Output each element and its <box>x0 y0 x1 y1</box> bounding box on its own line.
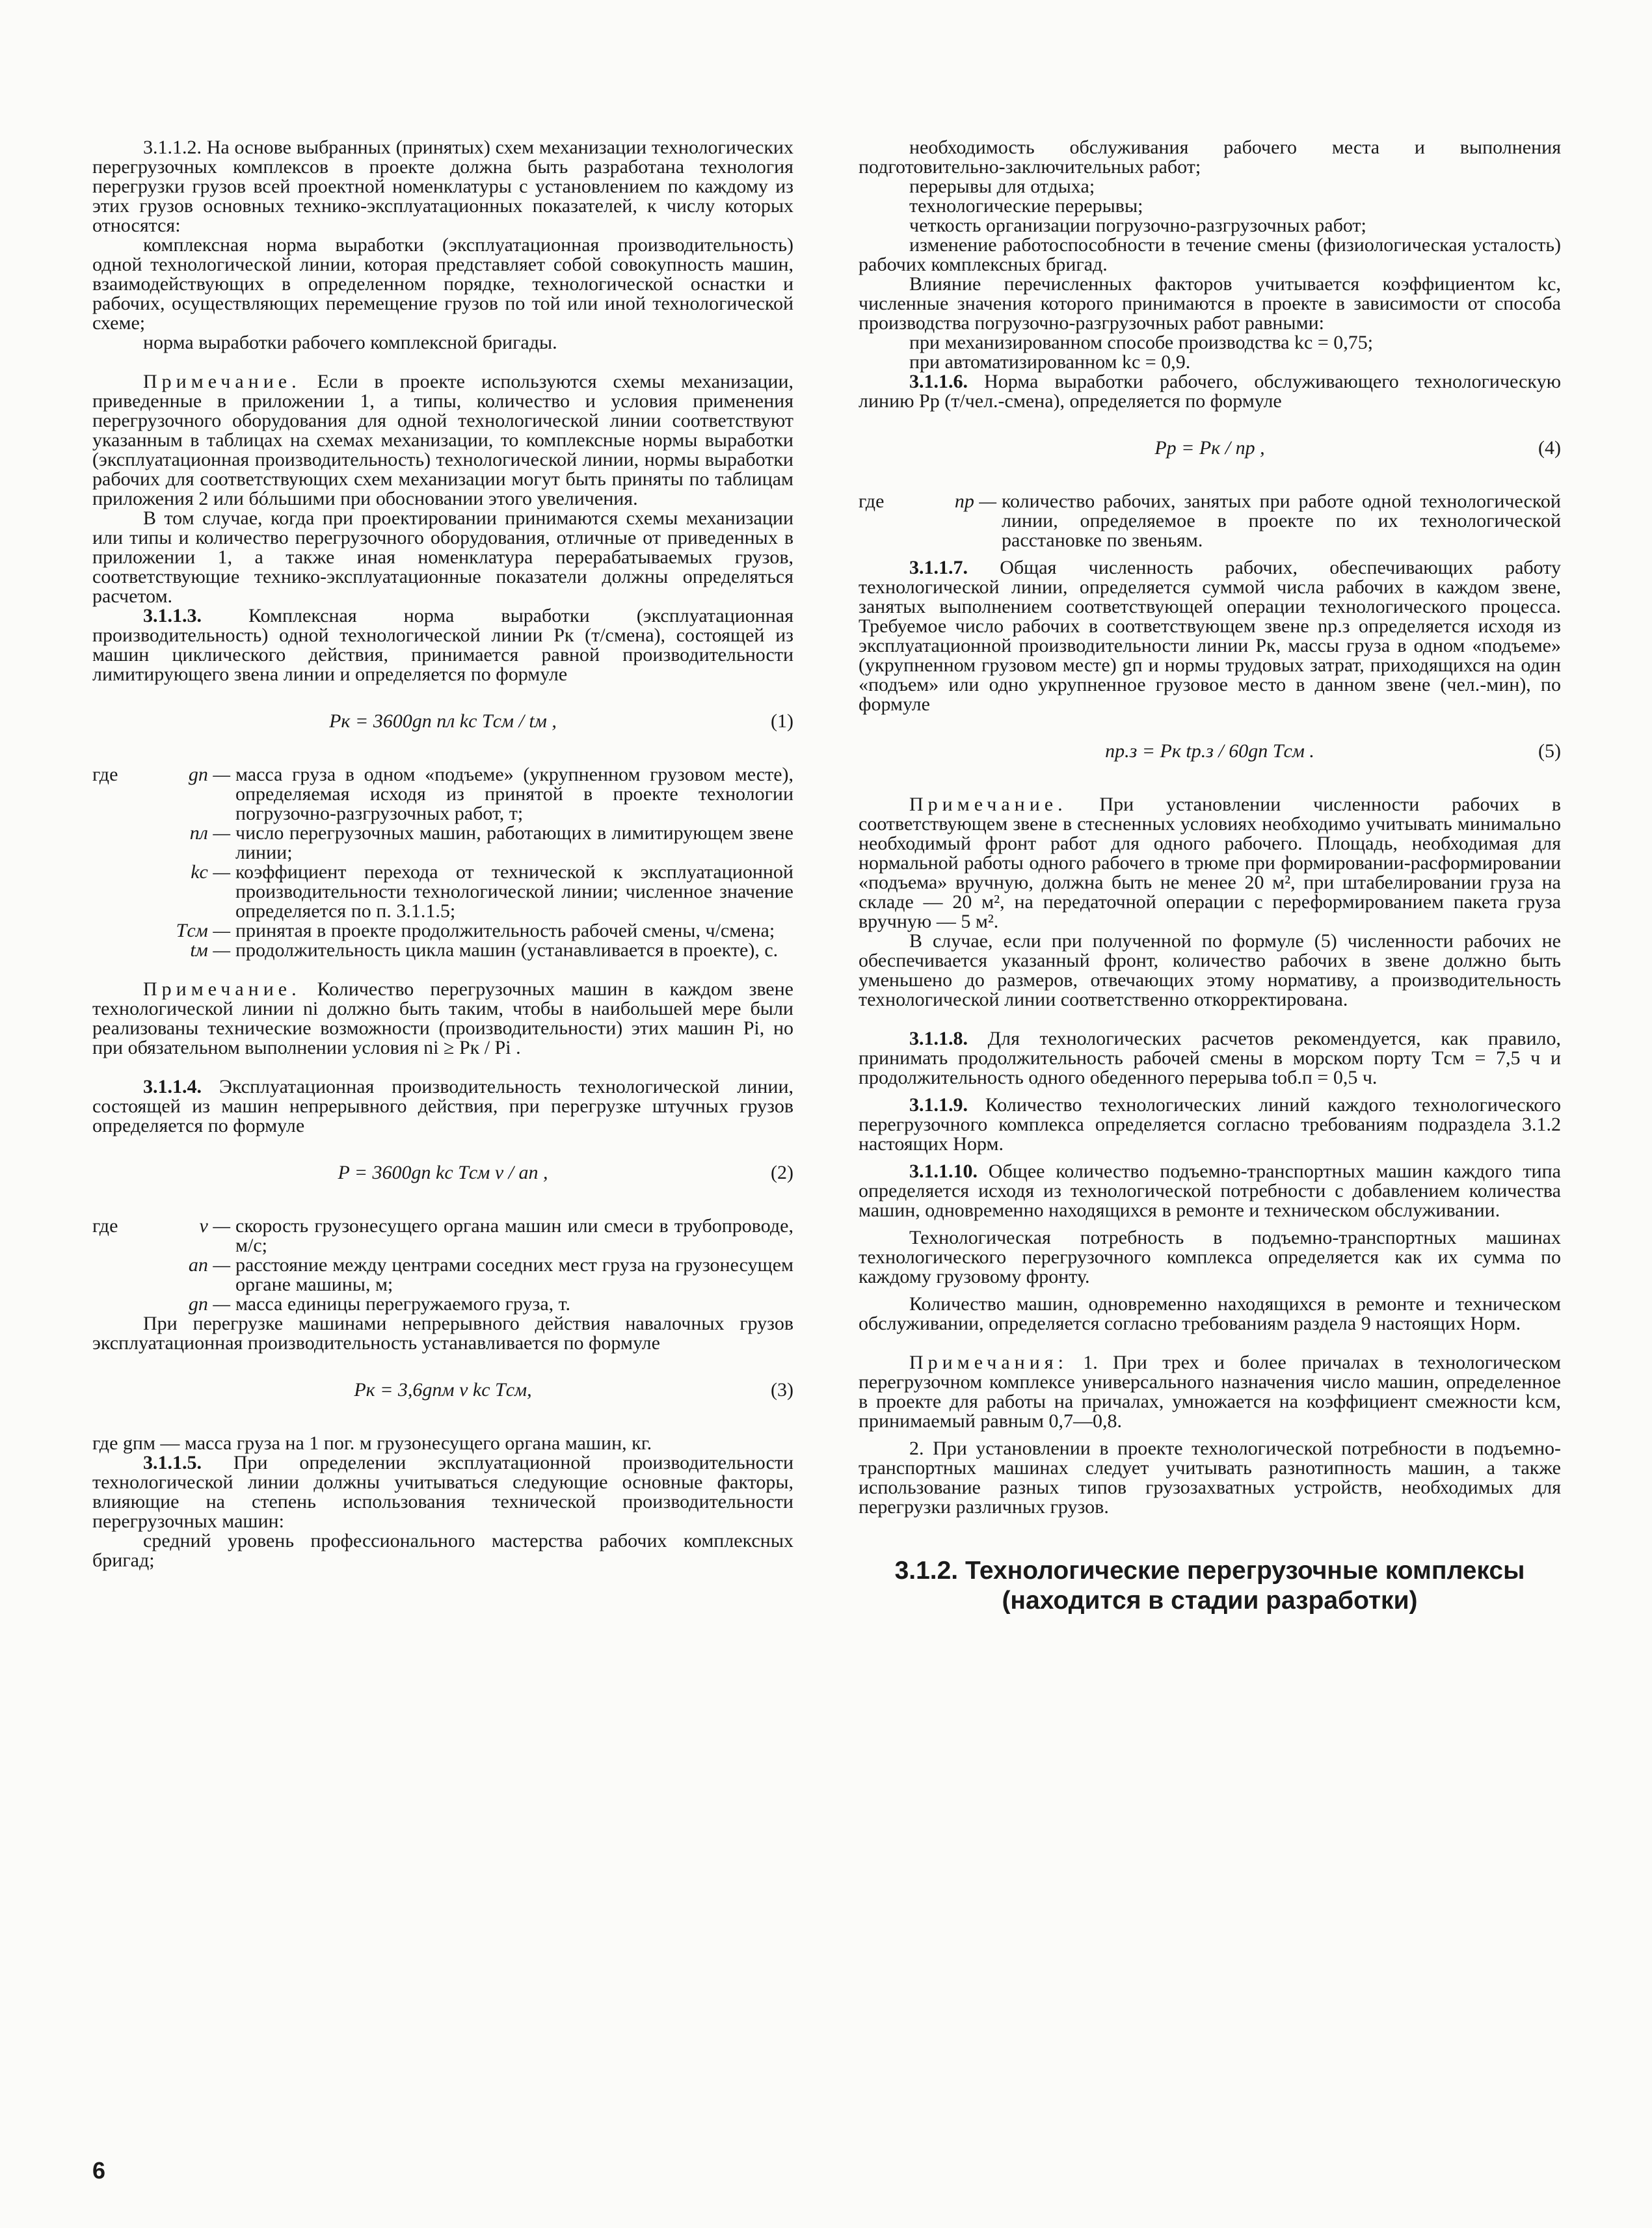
formula-expression: Pк = 3600gп nл kс Tсм / tм , <box>329 710 557 732</box>
def-text: скорость грузонесущего органа машин или смеси в трубопроводе, м/с; <box>235 1215 793 1256</box>
note-2 <box>92 980 793 1058</box>
def-symbol: gп — <box>188 1293 230 1315</box>
clause-number: 3.1.1.7. <box>909 557 968 578</box>
note-3 <box>859 795 1561 932</box>
note-4-item-2: 2. При установлении в проекте технологической потребности в подъемно-транспортных машинах следует учитывать разнотипность машин, а также использование разных типов грузозахватных устройств, необходимых для перегрузки различных грузов. <box>859 1438 1561 1518</box>
def-where: где <box>859 490 885 512</box>
def-where: где <box>92 764 118 785</box>
note-label: Примечание. <box>143 978 301 1000</box>
def-where <box>92 1295 157 1314</box>
formula-5 <box>859 742 1561 768</box>
def-text: масса груза в одном «подъеме» (укрупненном грузовом месте), определяемая исходя из принятой в проекте технологии погрузочно-разгрузочных работ, т; <box>235 764 793 824</box>
note-label: Примечания: <box>909 1352 1068 1373</box>
paragraph-bulk-cargo: При перегрузке машинами непрерывного действия навалочных грузов эксплуатационная производительность устанавливается по формуле <box>92 1313 793 1354</box>
def-symbol: aп — <box>188 1254 230 1276</box>
def-symbol: kс — <box>191 861 230 883</box>
factor-tech-breaks: технологические перерывы; <box>909 195 1143 217</box>
clause-number: 3.1.1.5. <box>143 1452 202 1473</box>
section-heading-3-1-2: 3.1.2. Технологические перегрузочные комплексы (находится в стадии разработки) <box>894 1557 1525 1615</box>
paragraph-3-1-1-3 <box>92 606 793 684</box>
paragraph-3-1-1-2: 3.1.1.2. На основе выбранных (принятых) схем механизации технологических перегрузочных комплексов в проекте должна быть разработана технология перегрузки грузов всей проектной номенклатуры с установлением по каждому из этих грузов основных технико-эксплуатационных показателей, к числу которых относятся: <box>92 137 793 236</box>
clause-text: При определении эксплуатационной производительности технологической линии должны учитываться следующие основные факторы, влияющие на степень использования технической производительности перегрузочных машин: <box>92 1452 793 1532</box>
def-where: где <box>92 1215 118 1237</box>
formula-number: (3) <box>771 1379 793 1401</box>
paragraph-skill-level: средний уровень профессионального мастерства рабочих комплексных бригад; <box>92 1530 793 1571</box>
paragraph-3-1-1-8 <box>859 1029 1561 1088</box>
note-text: 1. При трех и более причалах в технологическом перегрузочном комплексе универсального назначения число машин, определенное в проекте для работы на причалах, умножается на коэффициент смежности kсм, принимаемый равным 0,7—0,8. <box>859 1352 1561 1432</box>
formula-number: (2) <box>771 1162 793 1183</box>
note-text: Количество перегрузочных машин в каждом звене технологической линии ni должно быть таким, чтобы в наибольшей мере были реализованы технические возможности (производительности) этих машин Pi, но при обязательном выполнении условия ni ≥ Pк / Pi . <box>92 978 793 1058</box>
left-column <box>92 138 793 1570</box>
paragraph-work-front: В случае, если при полученной по формуле (5) численности рабочих не обеспечивается указанный фронт, количество рабочих в звене должно быть уменьшено до размеров, отвечающих этому нормативу, а производительность технологической линии соответственно откорректирована. <box>859 930 1561 1010</box>
definitions-formula-1 <box>92 765 793 960</box>
formula-2 <box>92 1163 793 1189</box>
def-where <box>92 941 157 960</box>
coefficient-automated: при автоматизированном kс = 0,9. <box>909 351 1191 373</box>
clause-number: 3.1.1.4. <box>143 1076 202 1097</box>
paragraph-3-1-1-4 <box>92 1077 793 1136</box>
paragraph-3-1-1-5 <box>92 1453 793 1531</box>
formula-number: (5) <box>1538 740 1561 762</box>
def-symbol: nл — <box>189 822 230 844</box>
factor-fatigue: изменение работоспособности в течение смены (физиологическая усталость) рабочих комплексных бригад. <box>859 234 1561 275</box>
def-symbol: v — <box>199 1215 230 1237</box>
right-column <box>859 138 1561 1616</box>
clause-text: Количество технологических линий каждого технологического перегрузочного комплекса определяется согласно требованиям подраздела 3.1.2 настоящих Норм. <box>859 1094 1561 1155</box>
clause-text: Норма выработки рабочего, обслуживающего технологическую линию Pр (т/чел.-смена), определяется по формуле <box>859 371 1561 412</box>
formula-expression: nр.з = Pк tр.з / 60gп Tсм . <box>1105 740 1314 762</box>
def-where <box>92 824 157 863</box>
def-symbol: gп — <box>188 764 230 785</box>
paragraph-repair: Количество машин, одновременно находящихся в ремонте и техническом обслуживании, определяется согласно требованиям раздела 9 настоящих Норм. <box>859 1293 1561 1334</box>
paragraph-tech-need: Технологическая потребность в подъемно-транспортных машинах технологического перегрузочного комплекса определяется как их сумма по каждому грузовому фронту. <box>859 1227 1561 1287</box>
def-text: масса единицы перегружаемого груза, т. <box>235 1293 570 1315</box>
paragraph-3-1-1-9 <box>859 1095 1561 1154</box>
def-symbol: tм — <box>190 939 230 961</box>
clause-text: Для технологических расчетов рекомендуется, как правило, принимать продолжительность рабочей смены в морском порту Tсм = 7,5 ч и продолжительность одного обеденного перерыва tоб.п = 0,5 ч. <box>859 1028 1561 1088</box>
note-label: Примечание. <box>143 371 301 392</box>
note-text: При установлении численности рабочих в соответствующем звене в стесненных условиях необходимо учитывать минимально необходимый фронт работ для одного рабочего. Площадь, необходимая для нормальной работы одного рабочего в трюме при формировании-расформировании «подъема» вручную, должна быть не менее 20 м², при штабелировании груза на складе — 20 м², на передаточной операции с переформированием пакета груза вручную — 5 м². <box>859 794 1561 932</box>
note-label: Примечание. <box>909 794 1067 815</box>
note-text: Если в проекте используются схемы механизации, приведенные в приложении 1, а типы, количество и условия применения перегрузочного оборудования для одной технологической линии соответствуют указанным в таблицах на схемах механизации, то комплексные нормы выработки (эксплуатационная производительность) технологической линии, нормы выработки рабочих для соответствующих схем механизации могут быть приняты по таблицам приложения 2 или бóльшими при обосновании этого увеличения. <box>92 371 793 509</box>
paragraph-complex-norm: комплексная норма выработки (эксплуатационная производительность) одной технологической линии, которая представляет собой совокупность машин, взаимодействующих в определенном порядке, технологической оснастки и рабочих, осуществляющих перемещение грузов по той или иной технологической схеме; <box>92 234 793 334</box>
clause-number: 3.1.1.3. <box>143 605 202 626</box>
definition-formula-3: где gпм — масса груза на 1 пог. м грузонесущего органа машин, кг. <box>92 1432 652 1454</box>
formula-number: (4) <box>1538 437 1561 459</box>
note-4 <box>859 1353 1561 1431</box>
paragraph-coefficient: Влияние перечисленных факторов учитывается коэффициентом kс, численные значения которого принимаются в проекте в зависимости от способа производства погрузочно-разгрузочных работ равными: <box>859 273 1561 334</box>
def-text: коэффициент перехода от технической к эксплуатационной производительности технологической линии; численное значение определяется по п. 3.1.1.5; <box>235 861 793 922</box>
formula-number: (1) <box>771 710 793 732</box>
def-text: принятая в проекте продолжительность рабочей смены, ч/смена; <box>235 920 775 941</box>
note-1 <box>92 372 793 509</box>
clause-number: 3.1.1.9. <box>909 1094 968 1116</box>
clause-number: 3.1.1.10. <box>909 1161 978 1182</box>
factor-rest-breaks: перерывы для отдыха; <box>909 176 1095 197</box>
definitions-formula-4 <box>859 492 1561 550</box>
formula-expression: Pк = 3,6gпм v kс Tсм, <box>354 1379 532 1401</box>
clause-number: 3.1.1.8. <box>909 1028 968 1049</box>
paragraph-3-1-1-7 <box>859 558 1561 714</box>
factor-maintenance: необходимость обслуживания рабочего места и выполнения подготовительно-заключительных работ; <box>859 137 1561 178</box>
def-text: количество рабочих, занятых при работе одной технологической линии, определяемое в проекте по их технологической расстановке по звеньям. <box>1002 490 1561 551</box>
formula-expression: P = 3600gп kс Tсм v / aп , <box>338 1162 548 1183</box>
paragraph-3-1-1-10 <box>859 1162 1561 1220</box>
page-number: 6 <box>92 2157 106 2184</box>
def-symbol: nр — <box>954 490 996 512</box>
formula-1 <box>92 712 793 738</box>
clause-text: Общее количество подъемно-транспортных машин каждого типа определяется исходя из технологической потребности с добавлением количества машин, одновременно находящихся в ремонте и техническом обслуживании. <box>859 1161 1561 1221</box>
def-where <box>92 921 157 941</box>
def-text: расстояние между центрами соседних мест груза на грузонесущем органе машины, м; <box>235 1254 793 1295</box>
clause-text: Общая численность рабочих, обеспечивающих работу технологической линии, определяется суммой числа рабочих в каждом звене, занятых выполнением соответствующей операции технологического процесса. Требуемое число рабочих в соответствующем звене nр.з определяется исходя из эксплуатационной производительности линии Pк, массы груза в одном «подъеме» (укрупненном грузовом месте) gп и нормы трудовых затрат, приходящихся на один «подъем» или одно укрупненное грузовое место в данном звене (чел.-мин), по формуле <box>859 557 1561 715</box>
clause-text: Комплексная норма выработки (эксплуатационная производительность) одной технологической линии Pк (т/смена), состоящей из машин циклического действия, принимается равной производительности лимитирующего звена линии и определяется по формуле <box>92 605 793 685</box>
formula-expression: Pр = Pк / nр , <box>1154 437 1265 459</box>
formula-4 <box>859 438 1561 464</box>
def-where <box>92 1255 157 1295</box>
def-text: число перегрузочных машин, работающих в лимитирующем звене линии; <box>235 822 793 863</box>
factor-organization: четкость организации погрузочно-разгрузочных работ; <box>909 215 1366 236</box>
def-symbol: Tсм — <box>176 920 230 941</box>
clause-text: Эксплуатационная производительность технологической линии, состоящей из машин непрерывного действия, при перегрузке штучных грузов определяется по формуле <box>92 1076 793 1136</box>
paragraph-3-1-1-6 <box>859 372 1561 411</box>
definitions-formula-2 <box>92 1216 793 1314</box>
def-where <box>92 863 157 921</box>
paragraph-other-schemes: В том случае, когда при проектировании принимаются схемы механизации или типы и количество перегрузочного оборудования, отличные от приведенных в приложении 1, а также иная номенклатура перерабатываемых грузов, соответствующие технико-эксплуатационные показатели должны определяться расчетом. <box>92 507 793 607</box>
def-text: продолжительность цикла машин (устанавливается в проекте), с. <box>235 939 779 961</box>
paragraph-brigade-norm: норма выработки рабочего комплексной бригады. <box>143 332 557 353</box>
clause-number: 3.1.1.6. <box>909 371 968 392</box>
formula-3 <box>92 1380 793 1406</box>
coefficient-mechanized: при механизированном способе производства kс = 0,75; <box>909 332 1374 353</box>
